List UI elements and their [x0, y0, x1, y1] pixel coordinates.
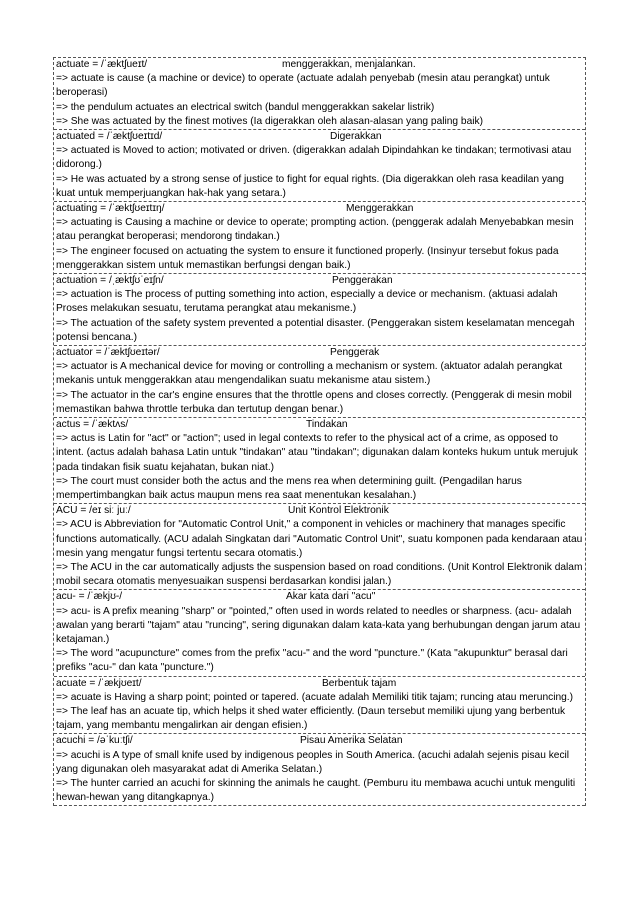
entry-line: => The ACU in the car automatically adjusts the suspension based on road conditions. (Unit Kontrol Elektronik dalam mobil secara otomatis menyesuaikan suspensi berdasarkan kondisi jalan.) [56, 562, 583, 588]
entry-actuated [54, 130, 585, 202]
entry-line: => She was actuated by the finest motives (Ia digerakkan oleh alasan-alasan yang paling baik) [56, 115, 484, 127]
entry-acuchi [54, 734, 585, 806]
entry-term: actuating = /ˈæktʃʊeɪtɪŋ/ [56, 203, 165, 214]
entry-line: => acuchi is A type of small knife used by indigenous peoples in South America. (acuchi adalah sejenis pisau kecil yang digunakan oleh masyarakat adat di Amerika Selatan.) [56, 749, 570, 775]
entry-line: => actuation is The process of putting something into action, especially a device or mechanism. (aktuasi adalah Proses melakukan sesuatu, terutama perangkat atau mekanisme.) [56, 289, 558, 315]
entry-line: => The hunter carried an acuchi for skinning the animals he caught. (Pemburu itu membawa acuchi untuk menguliti hewan-hewan yang ditangkapnya.) [56, 778, 576, 804]
entry-term: acuate = /ˈækjʊeɪt/ [56, 677, 142, 689]
entry-actus [54, 418, 585, 504]
entry-line: => The leaf has an acuate tip, which helps it shed water efficiently. (Daun tersebut memiliki ujung yang berbentuk tajam, yang membantu mengalirkan air dengan efisien.) [56, 706, 566, 732]
vocabulary-document [53, 57, 586, 806]
entry-header [54, 677, 585, 691]
entry-line: => He was actuated by a strong sense of justice to fight for equal rights. (Dia digerakkan oleh rasa keadilan yang kuat untuk memperjuangkan hak-hak yang setara.) [56, 173, 564, 199]
entry-term: actuator = /ˈæktʃʊeɪtər/ [56, 347, 160, 358]
entry-header [54, 274, 585, 288]
entry-line: => actuator is A mechanical device for moving or controlling a mechanism or system. (aktuator adalah perangkat mekanis untuk menggerakkan atau mengendalikan suatu mekanisme atau sistem.) [56, 361, 563, 387]
entry-header [54, 202, 585, 216]
entry-translation: menggerakkan, menjalankan. [282, 59, 416, 70]
entry-acu-prefix [54, 590, 585, 676]
entry-header [54, 734, 585, 748]
entry-line: => The word "acupuncture" comes from the prefix "acu-" and the word "puncture." (Kata "akupunktur" berasal dari prefiks "acu-" dan kata "puncture.") [56, 648, 568, 674]
entry-translation: Digerakkan [330, 131, 382, 142]
entry-header [54, 418, 585, 432]
entry-actuator [54, 346, 585, 418]
entry-term: acuchi = /əˈkuːtʃi/ [56, 735, 133, 747]
entry-line: => The engineer focused on actuating the system to ensure it functioned properly. (Insinyur tersebut fokus pada menggerakkan sistem untuk memastikan berfungsi dengan baik.) [56, 245, 559, 271]
entry-line: => acuate is Having a sharp point; pointed or tapered. (acuate adalah Memiliki titik tajam; runcing atau meruncing.) [56, 691, 574, 703]
entry-translation: Akar kata dari "acu" [286, 591, 376, 603]
entry-translation: Unit Kontrol Elektronik [288, 505, 389, 517]
entry-line: => acu- is A prefix meaning "sharp" or "pointed," often used in words related to needles or sharpness. (acu- adalah awalan yang berarti "tajam" atau "runcing", sering digunakan dalam kata-kata yang berhubungan dengan jarum atau ketajaman.) [56, 605, 581, 645]
entry-acu [54, 504, 585, 590]
entry-line: => The actuation of the safety system prevented a potential disaster. (Penggerakan sistem keselamatan mencegah potensi bencana.) [56, 317, 575, 343]
entry-translation: Pisau Amerika Selatan [300, 735, 403, 747]
entry-line: => The court must consider both the actus and the mens rea when determining guilt. (Pengadilan harus mempertimbangkan baik actus maupun mens rea saat menentukan kesalahan.) [56, 475, 522, 501]
entry-term: actus = /ˈæktʌs/ [56, 419, 129, 430]
entry-term: actuation = /ˌæktʃʊˈeɪʃn/ [56, 275, 164, 286]
entry-term: acu- = /ˈækjʊ-/ [56, 591, 123, 603]
entry-term: ACU = /eɪ siː juː/ [56, 505, 131, 517]
entry-line: => The actuator in the car's engine ensures that the throttle opens and closes correctly. (Penggerak di mesin mobil memastikan bahwa throttle terbuka dan tertutup dengan benar.) [56, 389, 572, 415]
entry-translation: Tindakan [306, 419, 348, 430]
entry-line: => actuating is Causing a machine or device to operate; prompting action. (penggerak adalah Menyebabkan mesin atau perangkat beroperasi; mendorong tindakan.) [56, 217, 574, 243]
entry-line: => the pendulum actuates an electrical switch (bandul menggerakkan sakelar listrik) [56, 101, 435, 113]
entry-line: => actuate is cause (a machine or device) to operate (actuate adalah penyebab (mesin atau perangkat) untuk beroperasi) [56, 73, 550, 99]
entry-header [54, 504, 585, 518]
entry-line: => actus is Latin for "act" or "action"; used in legal contexts to refer to the physical act of a crime, as opposed to intent. (actus adalah bahasa Latin untuk "tindakan" atau "tindakan"; digunakan dalam konteks hukum untuk merujuk pada tindakan fisik suatu kejahatan, bukan niat.) [56, 433, 578, 473]
entry-actuation [54, 274, 585, 346]
entry-actuating [54, 202, 585, 274]
entry-line: => ACU is Abbreviation for "Automatic Control Unit," a component in vehicles or machinery that manages specific functions automatically. (ACU adalah Singkatan dari "Automatic Control Unit", suatu komponen pada kendaraan atau mesin yang mengatur fungsi tertentu secara otomatis.) [56, 519, 583, 559]
entry-header [54, 346, 585, 360]
entry-translation: Berbentuk tajam [322, 677, 397, 689]
entry-translation: Menggerakkan [346, 203, 414, 214]
entry-term: actuated = /ˈæktʃʊeɪtɪd/ [56, 131, 163, 142]
entry-translation: Penggerakan [332, 275, 393, 286]
entry-term: actuate = /ˈæktʃueɪt/ [56, 59, 148, 70]
entry-translation: Penggerak [330, 347, 380, 358]
entry-acuate [54, 677, 585, 735]
entry-header [54, 58, 585, 72]
entry-actuate [54, 58, 585, 130]
entry-line: => actuated is Moved to action; motivated or driven. (digerakkan adalah Dipindahkan ke tindakan; termotivasi atau didorong.) [56, 145, 572, 171]
entry-header [54, 590, 585, 604]
entry-header [54, 130, 585, 144]
